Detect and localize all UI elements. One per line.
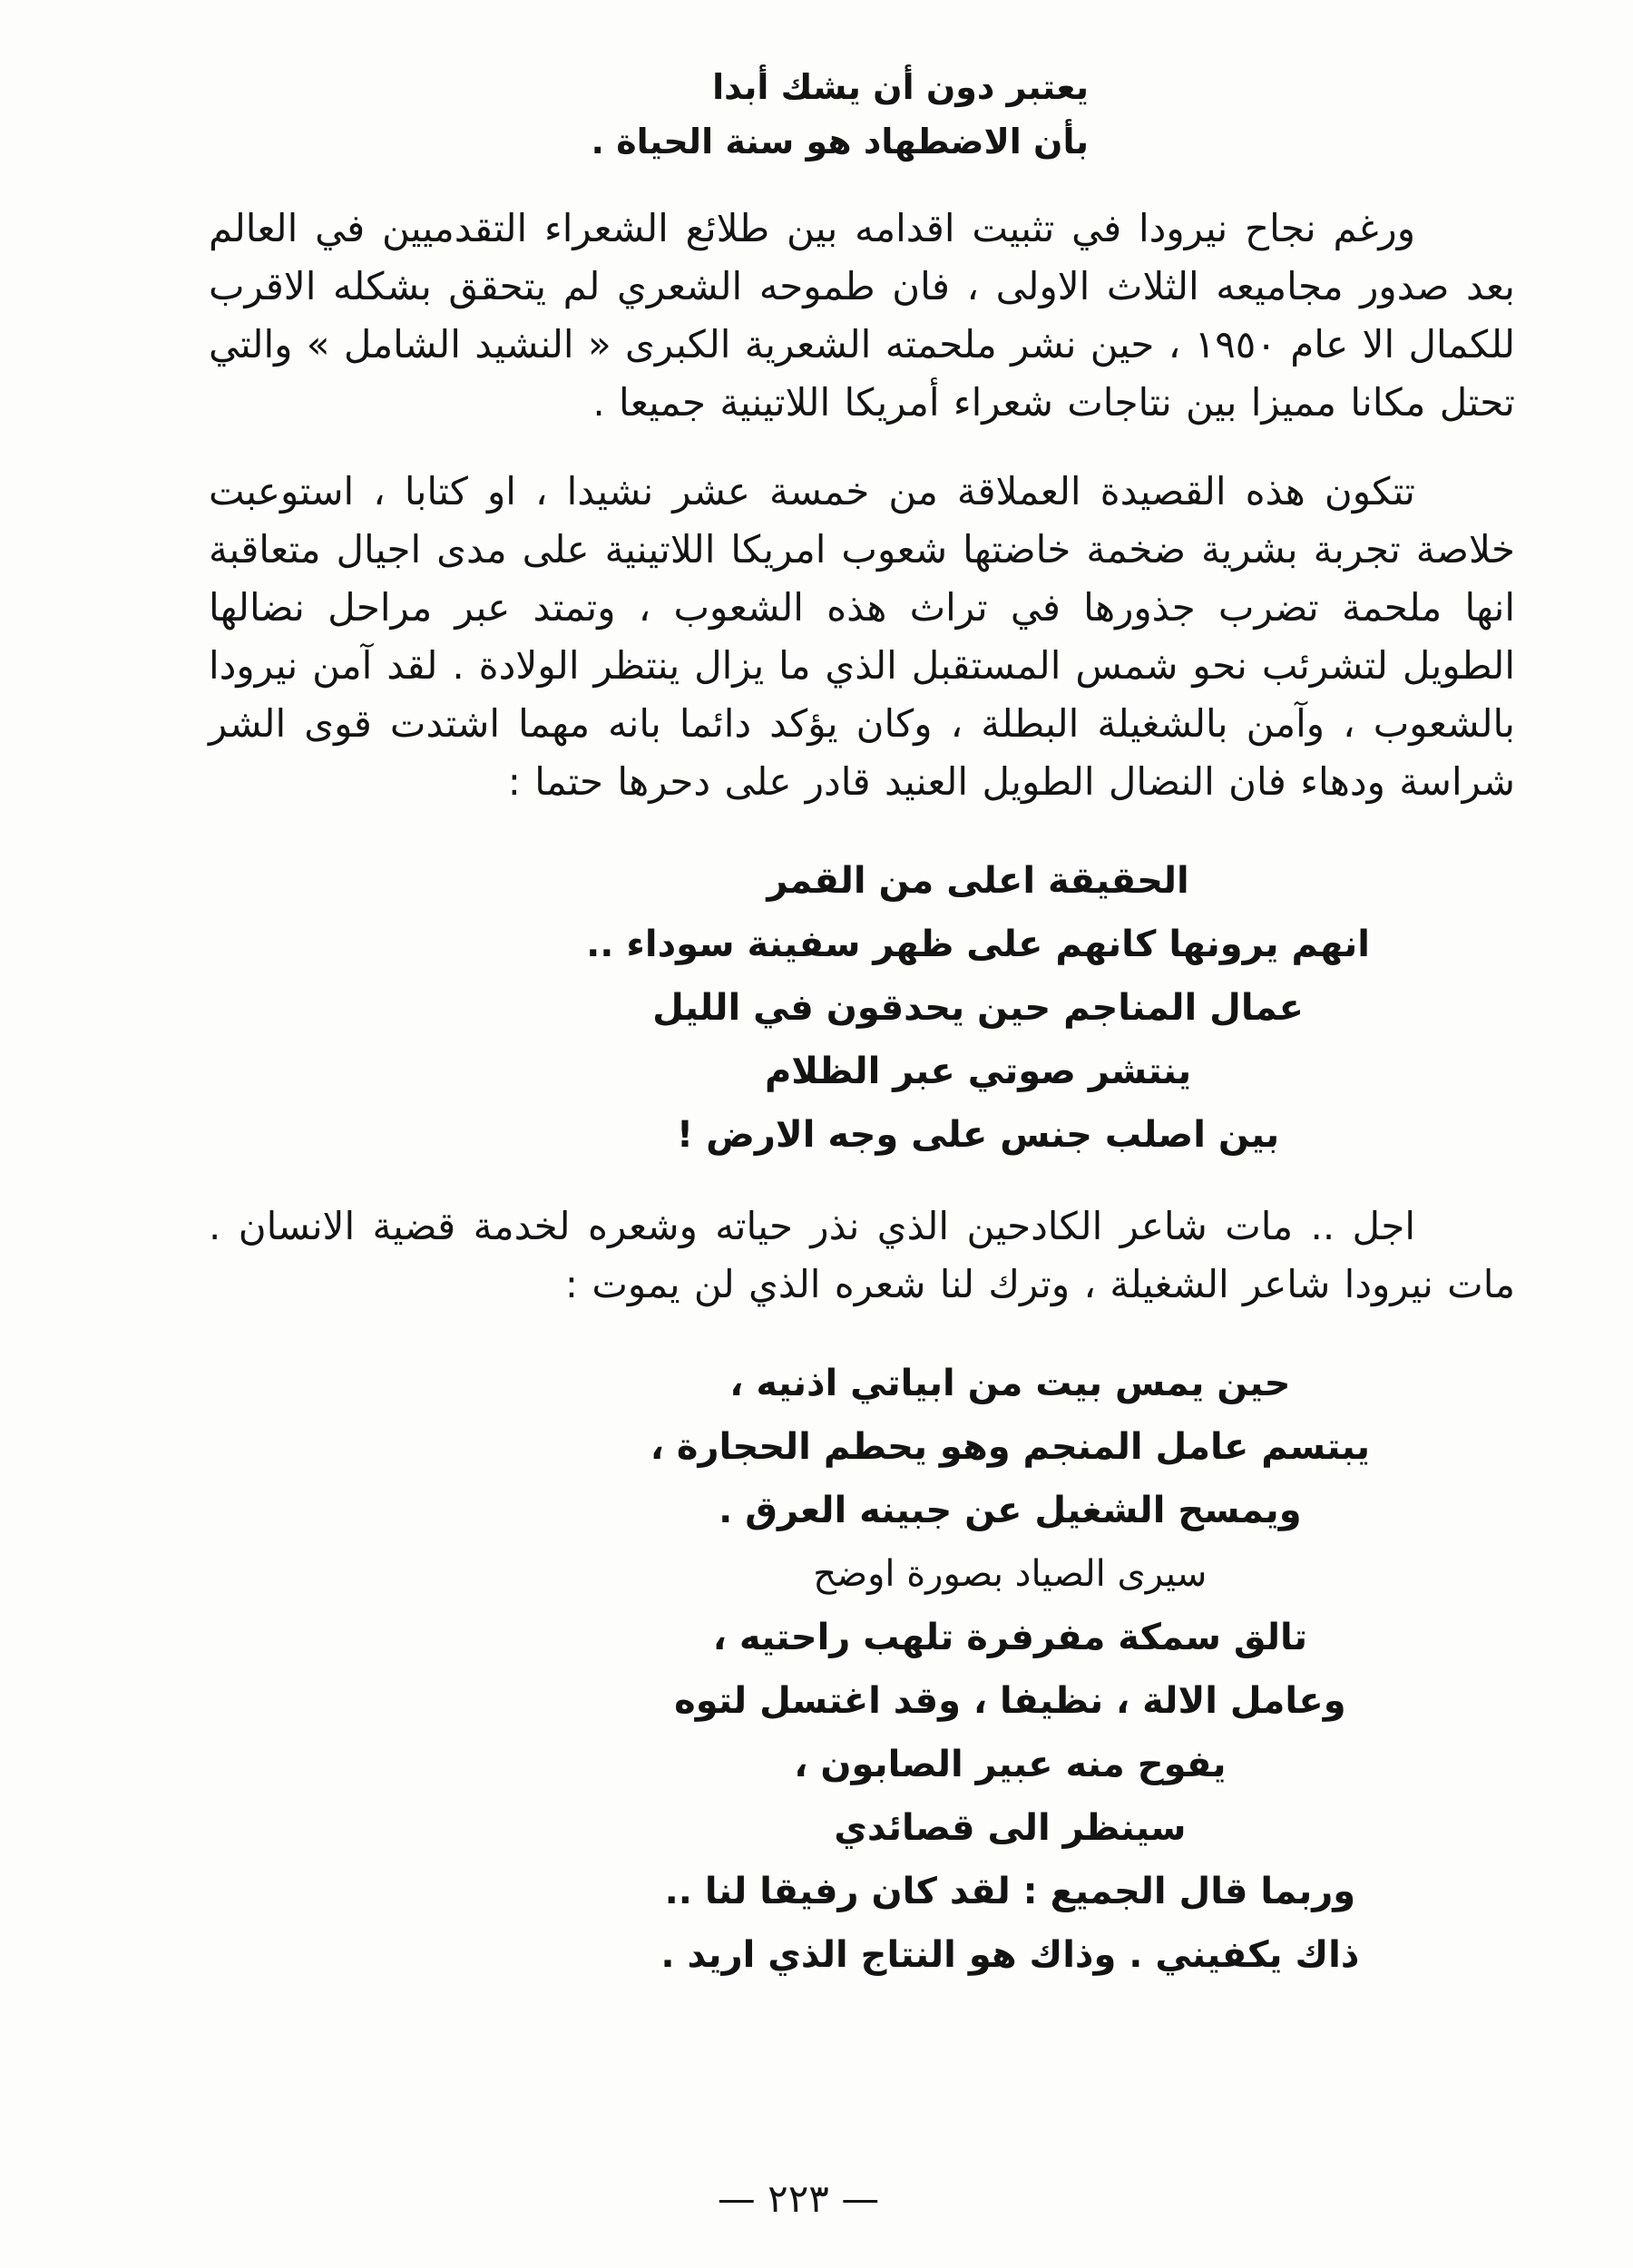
poem-line: ويمسح الشغيل عن جبينه العرق . (719, 1490, 1302, 1531)
poem-line: تالق سمكة مفرفرة تلهب راحتيه ، (712, 1617, 1308, 1658)
poem-line: يفوح منه عبير الصابون ، (794, 1744, 1227, 1785)
poem-line: ينتشر صوتي عبر الظلام (764, 1051, 1192, 1092)
poem-line: الحقيقة اعلى من القمر (767, 860, 1189, 902)
poem-line: يعتبر دون أن يشك أبدا (712, 67, 1089, 107)
paragraph-canto-general: تتكون هذه القصيدة العملاقة من خمسة عشر نشيدا ، او كتابا ، استوعبت خلاصة تجربة بشرية ضخمة خاضتها شعوب امريكا اللاتينية على مدى اجيال متعاقبة انها ملحمة تضرب جذورها في تراث هذه الشعوب ، وتمتد عبر مراحل نضالها الطويل لتشرئب نحو شمس المستقبل الذي ما يزال ينتظر الولادة . لقد آمن نيرودا بالشعوب ، وآمن بالشغيلة البطلة ، وكان يؤكد دائما بانه مهما اشتدت قوى الشر شراسة ودهاء فان النضال الطويل العنيد قادر على دحرها حتما : (209, 469, 1515, 804)
poem-line: بأن الاضطهاد هو سنة الحياة . (591, 122, 1089, 161)
poem-quote-truth (586, 849, 1370, 1167)
paragraph-neruda-success: ورغم نجاح نيرودا في تثبيت اقدامه بين طلائع الشعراء التقدميين في العالم بعد صدور مجاميعه الثلاث الاولى ، فان طموحه الشعري لم يتحقق بشكله الاقرب للكمال الا عام ١٩٥٠ ، حين نشر ملحمته الشعرية الكبرى « النشيد الشامل » والتي تحتل مكانا مميزا بين نتاجات شعراء أمريكا اللاتينية جميعا . (209, 206, 1515, 425)
poem-quote-legacy (650, 1352, 1370, 1987)
poem-line: وربما قال الجميع : لقد كان رفيقا لنا .. (664, 1871, 1356, 1912)
paragraph-neruda-death: اجل .. مات شاعر الكادحين الذي نذر حياته وشعره لخدمة قضية الانسان . مات نيرودا شاعر الشغيلة ، وترك لنا شعره الذي لن يموت : (209, 1204, 1515, 1306)
poem-line: سينظر الى قصائدي (834, 1807, 1187, 1849)
poem-line: سيرى الصياد بصورة اوضح (813, 1553, 1208, 1595)
poem-line: بين اصلب جنس على وجه الارض ! (676, 1114, 1280, 1156)
page-number: — ٢٢٣ — (717, 2176, 880, 2221)
poem-line: حين يمس بيت من ابياتي اذنيه ، (729, 1363, 1291, 1404)
poem-line: ذاك يكفيني . وذاك هو النتاج الذي اريد . (660, 1934, 1360, 1976)
poem-line: يبتسم عامل المنجم وهو يحطم الحجارة ، (650, 1426, 1370, 1468)
poem-line: عمال المناجم حين يحدقون في الليل (652, 987, 1304, 1029)
poem-line: وعامل الالة ، نظيفا ، وقد اغتسل لتوه (674, 1680, 1346, 1722)
poem-line: انهم يرونها كانهم على ظهر سفينة سوداء .. (586, 924, 1370, 965)
epigraph-poem (592, 60, 1089, 169)
